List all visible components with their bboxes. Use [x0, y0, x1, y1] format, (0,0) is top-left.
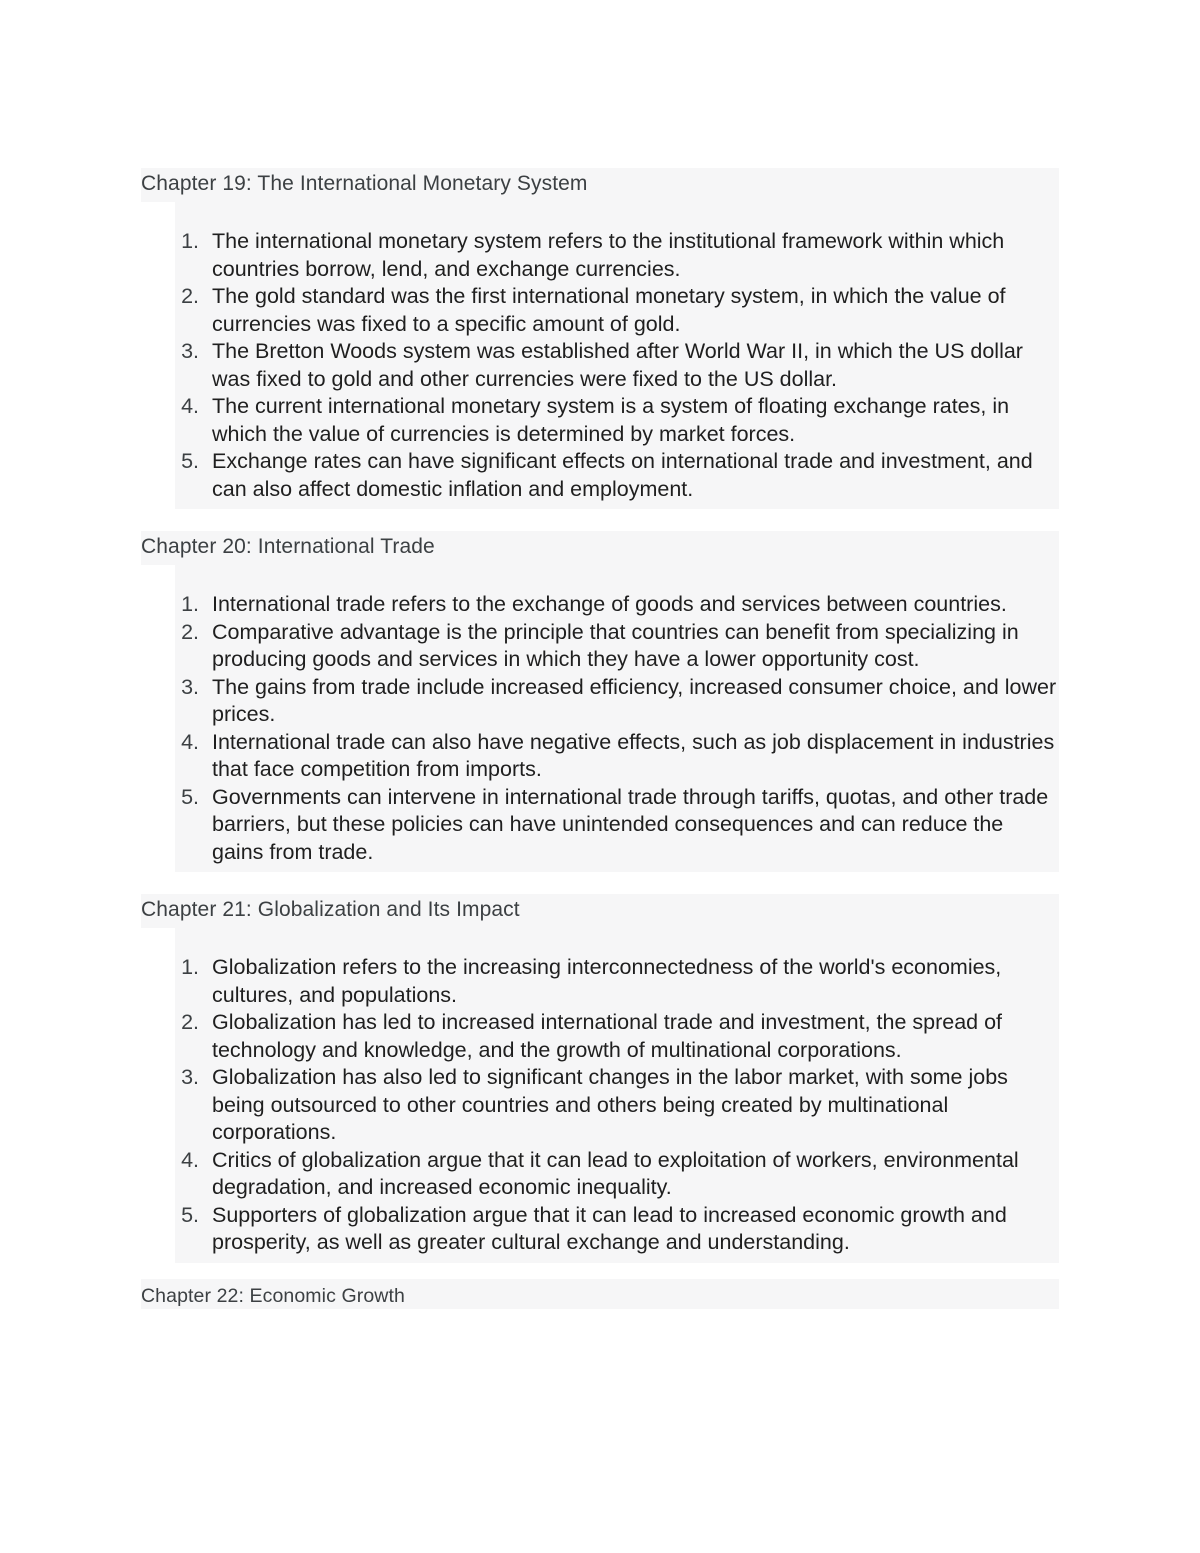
- list-item-number: 5.: [181, 784, 199, 809]
- list-item-text: The gold standard was the first international monetary system, in which the value of currencies was fixed to a specific amount of gold.: [212, 284, 1006, 336]
- list-item-text: The international monetary system refers to the institutional framework within which countries borrow, lend, and exchange currencies.: [212, 229, 1005, 281]
- chapter-heading-band: [141, 894, 1059, 928]
- list-item-number: 5.: [181, 449, 199, 473]
- list-item-number: 4.: [181, 729, 199, 754]
- section-gap: [141, 509, 1059, 531]
- list-item: [175, 448, 1059, 503]
- list-item: [175, 674, 1059, 729]
- chapter-heading-band: [141, 1279, 1059, 1309]
- list-item: [175, 954, 1059, 1009]
- list-item-text: Critics of globalization argue that it can lead to exploitation of workers, environmental degradation, and increased economic inequality.: [212, 1147, 1019, 1199]
- section-gap: [141, 872, 1059, 894]
- list-item-text: Comparative advantage is the principle that countries can benefit from specializing in producing goods and services in which they have a lower opportunity cost.: [212, 619, 1019, 671]
- list-item-text: The Bretton Woods system was established after World War II, in which the US dollar was fixed to gold and other currencies were fixed to the US dollar.: [212, 339, 1023, 391]
- list-item-text: Globalization has led to increased international trade and investment, the spread of technology and knowledge, and the growth of multinational corporations.: [212, 1010, 1003, 1062]
- list-item: [175, 1009, 1059, 1064]
- list-item: [175, 1202, 1059, 1257]
- list-item: [175, 619, 1059, 674]
- list-item: [175, 1064, 1059, 1147]
- chapter-points-band: [175, 202, 1059, 509]
- list-item-text: International trade refers to the exchange of goods and services between countries.: [212, 592, 1007, 616]
- chapter-20: [141, 531, 1059, 872]
- list-item: [175, 338, 1059, 393]
- list-item-number: 2.: [181, 619, 199, 644]
- list-item: [175, 393, 1059, 448]
- chapter-point-list: [175, 954, 1059, 1257]
- list-item-number: 4.: [181, 1147, 199, 1172]
- list-item-text: Globalization has also led to significant changes in the labor market, with some jobs being outsourced to other countries and others being created by multinational corporations.: [212, 1065, 1008, 1144]
- list-item-text: Governments can intervene in international trade through tariffs, quotas, and other trade barriers, but these policies can have unintended consequences and can reduce the gains from trade.: [212, 784, 1049, 864]
- chapter-point-list: [175, 228, 1059, 503]
- list-item-number: 2.: [181, 1010, 199, 1034]
- list-item-number: 5.: [181, 1202, 199, 1227]
- chapter-22: [141, 1279, 1059, 1309]
- list-item-number: 3.: [181, 1065, 199, 1089]
- list-item: [175, 591, 1059, 619]
- list-item-text: Globalization refers to the increasing interconnectedness of the world's economies, cultures, and populations.: [212, 955, 1002, 1007]
- chapter-points-band: [175, 565, 1059, 872]
- list-item-text: The current international monetary system is a system of floating exchange rates, in which the value of currencies is determined by market forces.: [212, 394, 1010, 446]
- list-item-text: International trade can also have negative effects, such as job displacement in industries that face competition from imports.: [212, 729, 1055, 781]
- list-item: [175, 784, 1059, 867]
- list-item: [175, 729, 1059, 784]
- chapter-21: [141, 894, 1059, 1263]
- list-item-number: 3.: [181, 339, 199, 363]
- list-item: [175, 228, 1059, 283]
- chapter-title: Chapter 19: The International Monetary System: [141, 172, 588, 195]
- list-item-number: 2.: [181, 284, 199, 308]
- list-item-text: Supporters of globalization argue that it can lead to increased economic growth and prosperity, as well as greater cultural exchange and understanding.: [212, 1202, 1007, 1254]
- section-gap: [141, 1263, 1059, 1279]
- chapter-title: Chapter 21: Globalization and Its Impact: [141, 898, 520, 921]
- list-item: [175, 1147, 1059, 1202]
- chapter-point-list: [175, 591, 1059, 866]
- list-item-number: 1.: [181, 229, 199, 253]
- chapter-heading-band: [141, 168, 1059, 202]
- chapter-19: [141, 168, 1059, 509]
- chapter-points-band: [175, 928, 1059, 1263]
- list-item-number: 3.: [181, 674, 199, 699]
- list-item-number: 4.: [181, 394, 199, 418]
- list-item-number: 1.: [181, 592, 199, 616]
- list-item-text: The gains from trade include increased efficiency, increased consumer choice, and lower prices.: [212, 674, 1057, 726]
- list-item-text: Exchange rates can have significant effects on international trade and investment, and can also affect domestic inflation and employment.: [212, 449, 1033, 501]
- document-body: [141, 168, 1059, 1309]
- chapter-heading-band: [141, 531, 1059, 565]
- list-item: [175, 283, 1059, 338]
- chapter-title: Chapter 20: International Trade: [141, 535, 435, 558]
- list-item-number: 1.: [181, 955, 199, 979]
- chapter-title: Chapter 22: Economic Growth: [141, 1284, 405, 1307]
